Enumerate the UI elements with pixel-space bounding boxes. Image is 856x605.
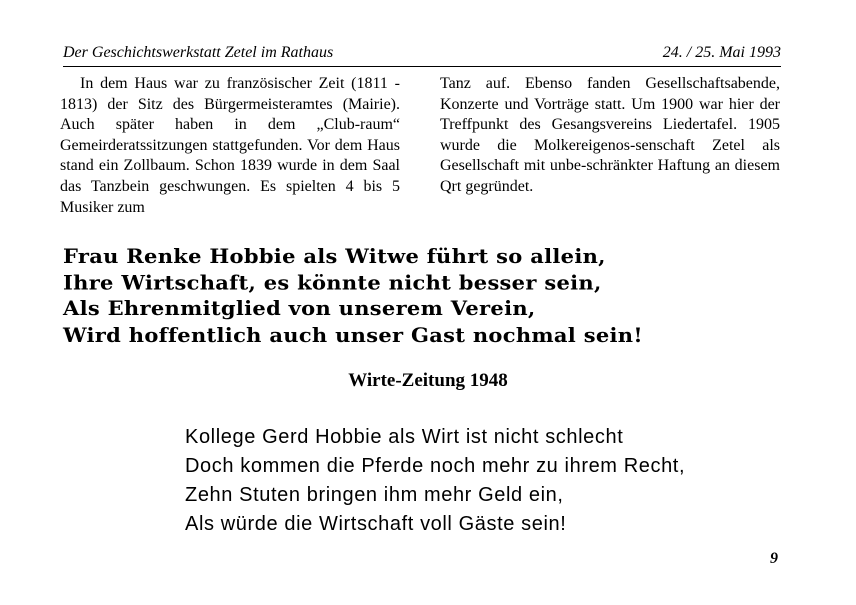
page-header [63, 44, 781, 67]
poem2-line: Zehn Stuten bringen ihm mehr Geld ein, [185, 484, 564, 506]
poem2-line: Kollege Gerd Hobbie als Wirt ist nicht schlecht [185, 426, 624, 448]
caption-wirte-zeitung: Wirte-Zeitung 1948 [348, 370, 508, 391]
poem1-line: Wird hoffentlich auch unser Gast nochmal sein! [63, 322, 643, 347]
header-date: 24. / 25. Mai 1993 [662, 44, 781, 61]
poem-frau-renke-hobbie [63, 243, 643, 348]
poem-kollege-gerd-hobbie [185, 423, 785, 539]
header-title: Der Geschichtswerkstatt Zetel im Rathaus [63, 44, 334, 61]
page-number: 9 [770, 550, 778, 567]
article-left-column: In dem Haus war zu französischer Zeit (1811 - 1813) der Sitz des Bürgermeisteramtes (Mairie). Auch später haben in dem „Club-raum“ Gemeirderatssitzungen stattgefunden. Vor dem Haus stand ein Zollbaum. Schon 1839 wurde in dem Saal das Tanzbein geschwungen. Es spielten 4 bis 5 Musiker zum [60, 75, 400, 216]
poem2-line: Als würde die Wirtschaft voll Gäste sein! [185, 513, 567, 535]
poem1-line: Frau Renke Hobbie als Witwe führt so allein, [63, 243, 606, 268]
poem1-line: Als Ehrenmitglied von unserem Verein, [63, 296, 536, 320]
poem2-line: Doch kommen die Pferde noch mehr zu ihrem Recht, [185, 455, 686, 477]
article-right-column: Tanz auf. Ebenso fanden Gesellschaftsabende, Konzerte und Vorträge statt. Um 1900 war hier der Treffpunkt des Gesangsvereins Liedertafel. 1905 wurde die Molkereigenos-senschaft Zetel als Gesellschaft mit unbe-schränkter Haftung an diesem Qrt gegründet. [440, 75, 780, 195]
poem1-line: Ihre Wirtschaft, es könnte nicht besser sein, [63, 270, 602, 294]
